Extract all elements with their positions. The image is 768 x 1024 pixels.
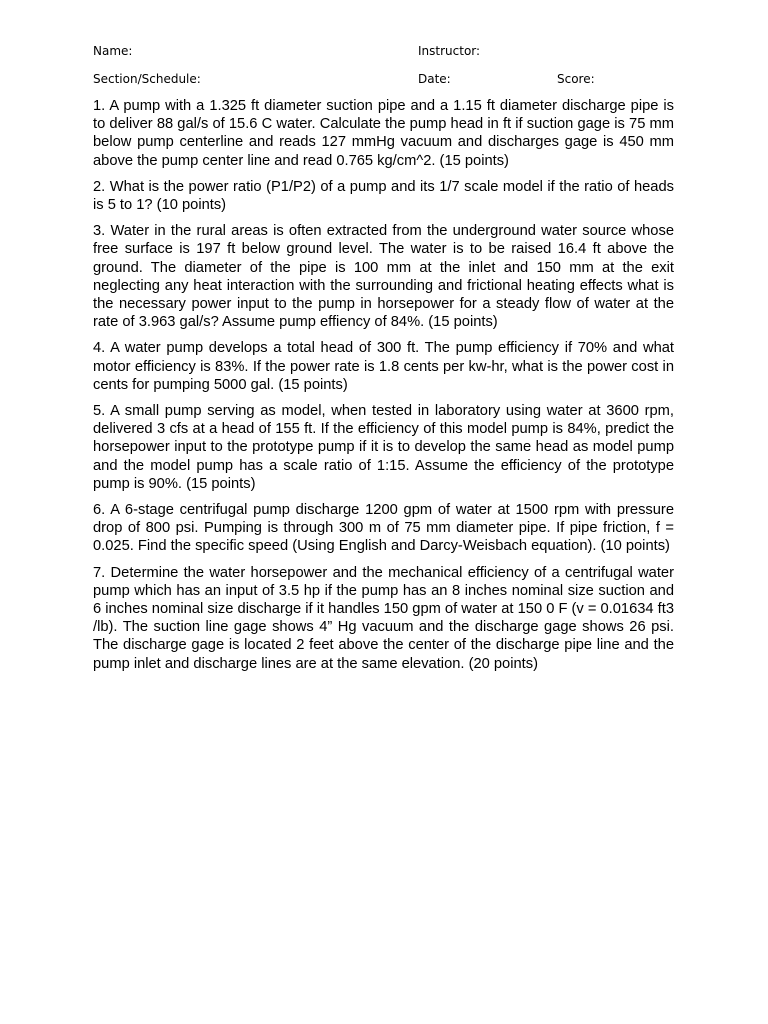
section-schedule-label: Section/Schedule: xyxy=(93,72,201,86)
problem-4: 4. A water pump develops a total head of 300 ft. The pump efficiency if 70% and what motor efficiency is 83%. If the power rate is 1.8 cents per kw-hr, what is the power cost in cents for pumping 5000 gal. (15 points) xyxy=(93,340,674,393)
problem-5: 5. A small pump serving as model, when tested in laboratory using water at 3600 rpm, delivered 3 cfs at a head of 155 ft. If the efficiency of this model pump is 84%, predict the horsepower input to the prototype pump if it is to develop the same head as model pump and the model pump has a scale ratio of 1:15. Assume the efficiency of the prototype pump is 90%. (15 points) xyxy=(93,403,674,492)
problem-list xyxy=(93,97,674,681)
instructor-label: Instructor: xyxy=(418,44,481,58)
name-label: Name: xyxy=(93,44,133,58)
date-label: Date: xyxy=(418,72,451,86)
problem-6: 6. A 6-stage centrifugal pump discharge 1200 gpm of water at 1500 rpm with pressure drop of 800 psi. Pumping is through 300 m of 75 mm diameter pipe. If pipe friction, f = 0.025. Find the specific speed (Using English and Darcy-Weisbach equation). (10 points) xyxy=(93,502,674,555)
problem-2: 2. What is the power ratio (P1/P2) of a pump and its 1/7 scale model if the ratio of heads is 5 to 1? (10 points) xyxy=(93,178,674,214)
score-label: Score: xyxy=(557,72,595,86)
problem-3: 3. Water in the rural areas is often extracted from the underground water source whose free surface is 197 ft below ground level. The water is to be raised 16.4 ft above the ground. The diameter of the pipe is 100 mm at the inlet and 150 mm at the exit neglecting any heat interaction with the surrounding and frictional heating effects what is the necessary power input to the pump in horsepower for a steady flow of water at the rate of 3.963 gal/s? Assume pump effiency of 84%. (15 points) xyxy=(93,223,674,331)
problem-7: 7. Determine the water horsepower and the mechanical efficiency of a centrifugal water pump which has an input of 3.5 hp if the pump has an 8 inches nominal size suction and 6 inches nominal size discharge if it handles 150 gpm of water at 150 0 F (v = 0.01634 ft3 /lb). The suction line gage shows 4” Hg vacuum and the discharge gage shows 26 psi. The discharge gage is located 2 feet above the center of the discharge pipe line and the pump inlet and discharge lines are at the same elevation. (20 points) xyxy=(93,564,674,672)
problem-1: 1. A pump with a 1.325 ft diameter suction pipe and a 1.15 ft diameter discharge pipe is to deliver 88 gal/s of 15.6 C water. Calculate the pump head in ft if suction gage is 75 mm below pump centerline and reads 127 mmHg vacuum and discharges gage is 450 mm above the pump center line and read 0.765 kg/cm^2. (15 points) xyxy=(93,98,674,169)
